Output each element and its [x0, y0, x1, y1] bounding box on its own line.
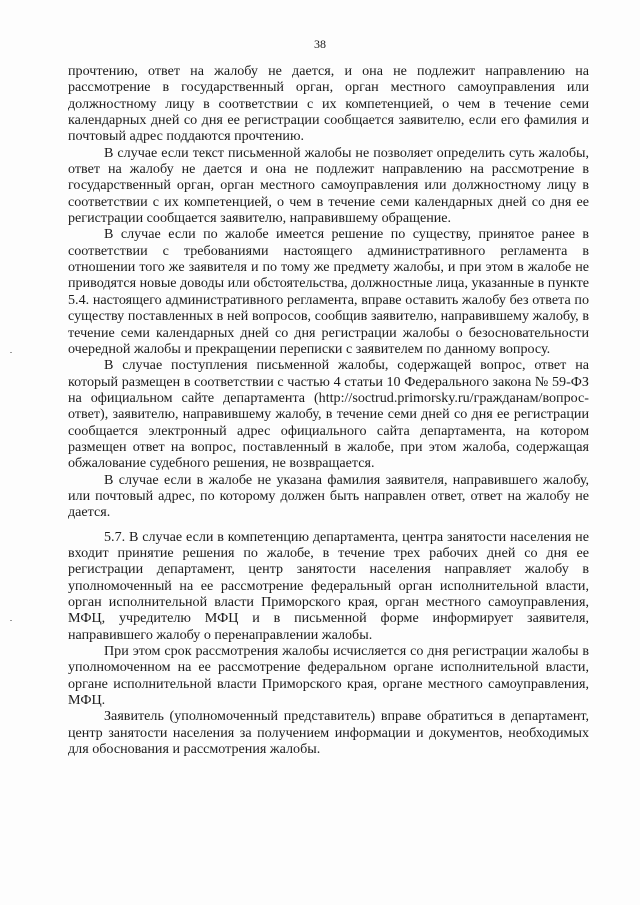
- paragraph-unreadable-complaint: В случае если текст письменной жалобы не позволяет определить суть жалобы, ответ на жалобу не дается и она не подлежит направлению на рассмотрение в государственный орган, орган местного самоуправления или должностному лицу в соответствии с их компетенцией, о чем в течение семи календарных дней со дня ее регистрации сообщается заявителю, направившему обращение.: [68, 144, 589, 227]
- paragraph-applicant-rights: Заявитель (уполномоченный представитель) вправе обратиться в департамент, центр занятости населения за получением информации и документов, необходимых для обоснования и рассмотрения жалобы.: [68, 708, 589, 758]
- margin-mark: [10, 620, 12, 621]
- paragraph-no-surname: В случае если в жалобе не указана фамилия заявителя, направившего жалобу, или почтовый адрес, по которому должен быть направлен ответ, ответ на жалобу не дается.: [68, 471, 589, 521]
- paragraph-continuation: прочтению, ответ на жалобу не дается, и она не подлежит направлению на рассмотрение в государственный орган, орган местного самоуправления или должностному лицу в соответствии с их компетенцией, о чем в течение семи календарных дней со дня ее регистрации сообщается заявителю, если его фамилия и почтовый адрес поддаются прочтению.: [68, 63, 589, 145]
- margin-mark: [10, 352, 12, 353]
- page-number: 38: [314, 37, 326, 51]
- paragraph-section-5-7: 5.7. В случае если в компетенцию департамента, центра занятости населения не входит принятие решения по жалобе, в течение трех рабочих дней со дня ее регистрации департамент, центр занятости населения направляет жалобу в уполномоченный на ее рассмотрение федеральный орган исполнительной власти, орган исполнительной власти Приморского края, орган местного самоуправления, МФЦ, учредителю МФЦ и в письменной форме информирует заявителя, направившего жалобу о перенаправлении жалобы.: [68, 528, 589, 643]
- paragraph-repeated-complaint: В случае если по жалобе имеется решение по существу, принятое ранее в соответствии с требованиями настоящего административного регламента в отношении того же заявителя и по тому же предмету жалобы, и при этом в жалобе не приводятся новые доводы или обстоятельства, должностные лица, указанные в пункте 5.4. настоящего административного регламента, вправе оставить жалобу без ответа по существу поставленных в ней вопросов, сообщив заявителю, направившему жалобу, в течение семи календарных дней со дня регистрации жалобы о безосновательности очередной жалобы и прекращении переписки с заявителем по данному вопросу.: [68, 226, 589, 357]
- paragraph-review-term: При этом срок рассмотрения жалобы исчисляется со дня регистрации жалобы в уполномоченном на ее рассмотрение федеральном органе исполнительной власти, органе исполнительной власти Приморского края, органе местного самоуправления, МФЦ.: [68, 643, 589, 709]
- paragraph-answer-on-website: В случае поступления письменной жалобы, содержащей вопрос, ответ на который размещен в соответствии с частью 4 статьи 10 Федерального закона № 59-ФЗ на официальном сайте департамента (http://soctrud.primorsky.ru/гражданам/вопрос-ответ), заявителю, направившему жалобу, в течение семи дней со дня ее регистрации сообщается электронный адрес официального сайта департамента, на котором размещен ответ на вопрос, поставленный в жалобе, при этом жалоба, содержащая обжалование судебного решения, не возвращается.: [68, 357, 589, 472]
- document-body: [68, 63, 589, 757]
